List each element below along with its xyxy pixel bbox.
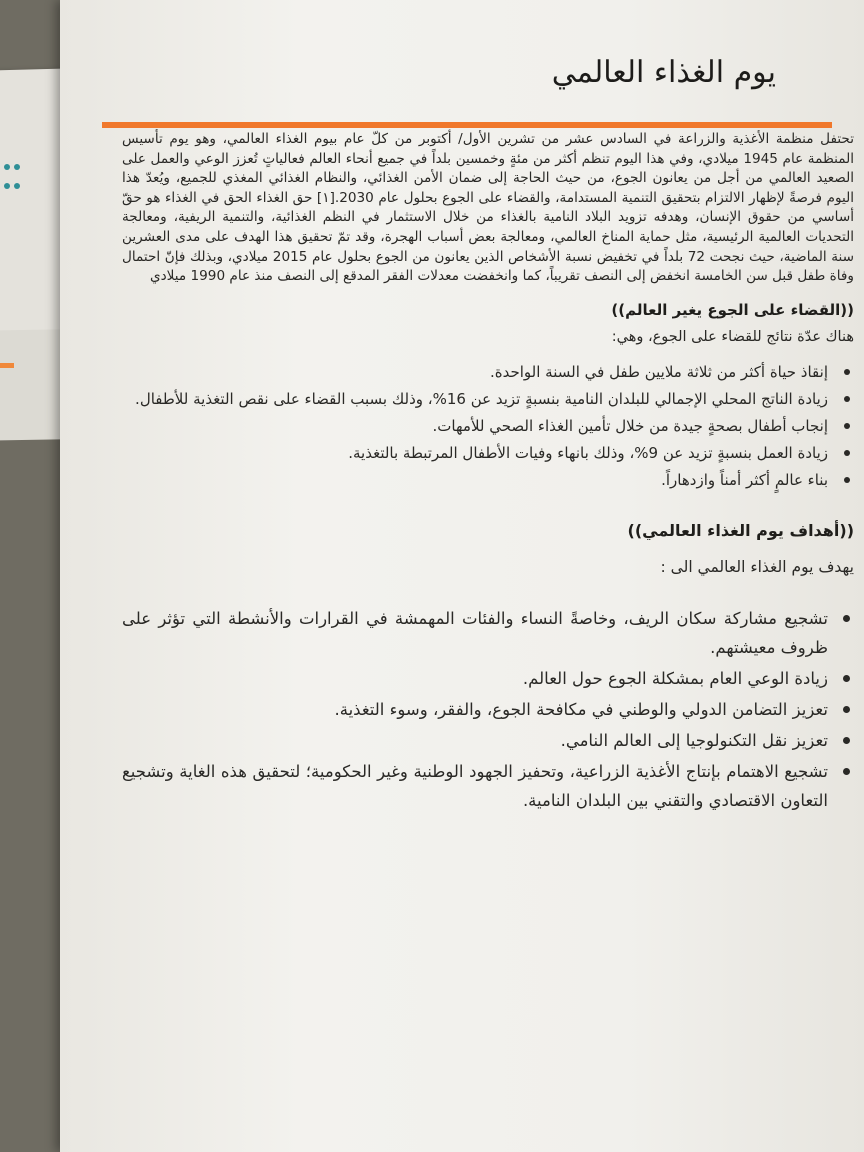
section1-lead: هناك عدّة نتائج للقضاء على الجوع، وهي: — [611, 328, 854, 345]
list-item: زيادة الوعي العام بمشكلة الجوع حول العالم. — [122, 664, 828, 693]
list-item: تعزيز التضامن الدولي والوطني في مكافحة الجوع، والفقر، وسوء التغذية. — [122, 695, 828, 724]
list-item: زيادة الناتج المحلي الإجمالي للبلدان النامية بنسبةٍ تزيد عن 16%، وذلك بسبب القضاء على نقص التغذية للأطفال. — [122, 388, 828, 410]
bullet-icon — [843, 615, 850, 622]
section2-lead: يهدف يوم الغذاء العالمي الى : — [660, 557, 854, 576]
page-title: يوم الغذاء العالمي — [551, 55, 776, 90]
bullet-icon — [844, 450, 850, 456]
bullet-icon — [844, 477, 850, 483]
bullet-icon — [843, 737, 850, 744]
list-item: تشجيع الاهتمام بإنتاج الأغذية الزراعية، وتحفيز الجهود الوطنية وغير الحكومية؛ لتحقيق هذه الغاية وتشجيع التعاون الاقتصادي والتقني بين البلدان النامية. — [122, 757, 828, 815]
bullet-icon — [843, 706, 850, 713]
section1-list — [122, 361, 854, 491]
list-item: بناء عالمٍ أكثر أمناً وازدهاراً. — [122, 469, 828, 491]
bullet-icon — [844, 396, 850, 402]
bullet-icon — [844, 369, 850, 375]
background-page-orange-rule — [0, 363, 14, 368]
list-item: زيادة العمل بنسبةٍ تزيد عن 9%، وذلك بانهاء وفيات الأطفال المرتبطة بالتغذية. — [122, 442, 828, 464]
list-item: إنجاب أطفال بصحةٍ جيدة من خلال تأمين الغذاء الصحي للأمهات. — [122, 415, 828, 437]
list-item: تشجيع مشاركة سكان الريف، وخاصةً النساء والفئات المهمشة في القرارات والأنشطة التي تؤثر على ظروف معيشتهم. — [122, 604, 828, 662]
logo-dots-icon — [2, 158, 22, 196]
bullet-icon — [844, 423, 850, 429]
section1-heading: ((القضاء على الجوع يغير العالم)) — [611, 300, 854, 319]
document-page — [60, 0, 864, 1152]
list-item: إنقاذ حياة أكثر من ثلاثة ملايين طفل في السنة الواحدة. — [122, 361, 828, 383]
section2-list — [122, 604, 854, 815]
title-underline — [102, 122, 832, 128]
list-item: تعزيز نقل التكنولوجيا إلى العالم النامي. — [122, 726, 828, 755]
bullet-icon — [843, 675, 850, 682]
section2-heading: ((أهداف يوم الغذاء العالمي)) — [627, 520, 854, 540]
document-body — [122, 130, 854, 817]
bullet-icon — [843, 768, 850, 775]
intro-paragraph: تحتفل منظمة الأغذية والزراعة في السادس عشر من تشرين الأول/ أكتوبر من كلّ عام بيوم الغذاء العالمي، وهو يوم تأسيس المنظمة عام 1945 ميلادي، وفي هذا اليوم تنظم أكثر من مئةٍ وخمسين بلداً في جميع أنحاء العالم فعالياتٍ تُعزز الوعي والعمل على الصعيد العالمي من أجل من يعانون الجوع، من حيث الحاجة إلى ضمان الأمن الغذائي، والنظام الغذائي المغذي للجميع، ويُعدّ هذا اليوم فرصةً لإظهار الالتزام بتحقيق التنمية المستدامة، والقضاء على الجوع بحلول عام 2030.[١] حق الغذاء الحق في الغذاء هو حقّ أساسي من حقوق الإنسان، وهدفه تزويد البلاد النامية بالغذاء من خلال الاستثمار في النظم الغذائية، والتنمية الريفية، ومعالجة التحديات العالمية الرئيسية، مثل حماية المناخ العالمي، ومعالجة بعض أسباب الهجرة، وقد تمّ تحقيق هذا الهدف على مدى العشرين سنة الماضية، حيث نجحت 72 بلداً في تخفيض نسبة الأشخاص الذين يعانون من الجوع بحلول عام 2015 ميلادي، وبذلك فإنّ احتمال وفاة طفل قبل سن الخامسة انخفض إلى النصف تقريباً، كما وانخفضت معدلات الفقر المدقع إلى النصف منذ عام 1990 ميلادي — [122, 131, 854, 285]
